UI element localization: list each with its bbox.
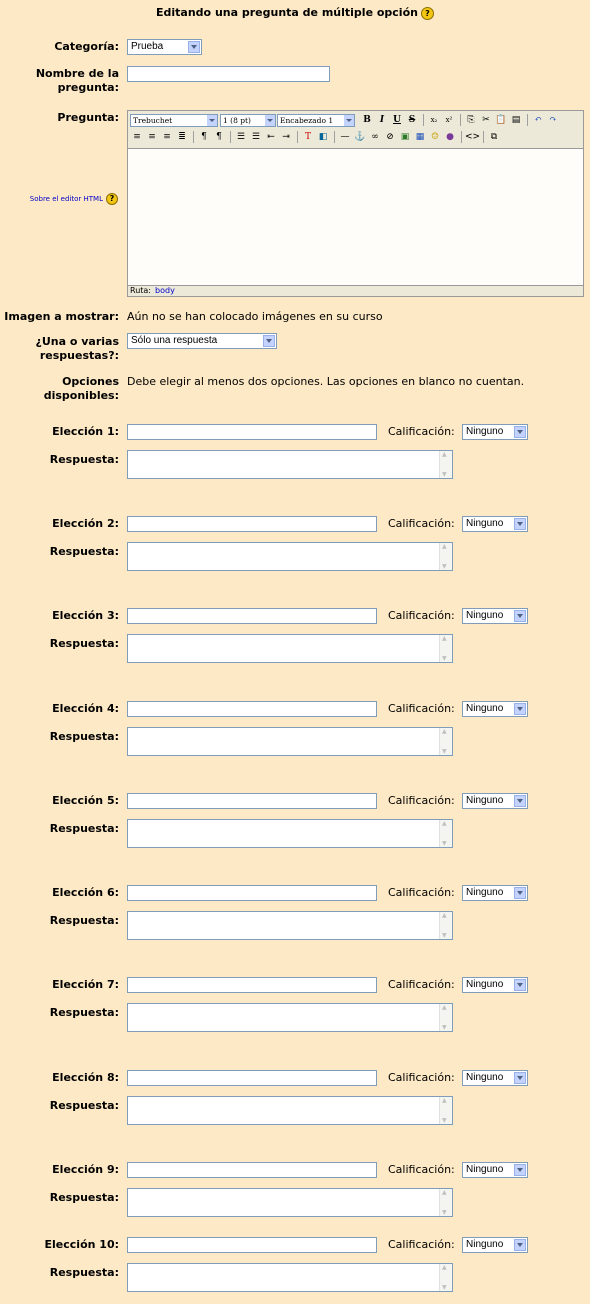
- smiley-icon[interactable]: ☺: [430, 132, 440, 142]
- paste-word-icon[interactable]: ▤: [511, 115, 521, 125]
- indent-icon[interactable]: ⇥: [282, 132, 290, 142]
- response-textarea[interactable]: [127, 1003, 453, 1032]
- grade-label: Calificación:: [388, 1071, 455, 1084]
- chevron-down-icon: [514, 426, 526, 438]
- response-label: Respuesta:: [49, 1191, 119, 1204]
- chevron-down-icon: [263, 335, 275, 347]
- response-label: Respuesta:: [49, 1266, 119, 1279]
- special-char-icon[interactable]: ●: [446, 132, 454, 142]
- options-text: Debe elegir al menos dos opciones. Las opciones en blanco no cuentan.: [127, 375, 525, 388]
- bold-icon[interactable]: B: [363, 115, 371, 125]
- options-label: Opciones disponibles:: [43, 375, 119, 402]
- image-icon[interactable]: ▣: [400, 132, 410, 142]
- image-value: Aún no se han colocado imágenes en su curso: [127, 310, 383, 323]
- response-label: Respuesta:: [49, 545, 119, 558]
- question-name-label: Nombre de la pregunta:: [35, 67, 119, 94]
- html-source-icon[interactable]: <>: [465, 132, 481, 142]
- choice-label: Elección 1:: [52, 425, 119, 438]
- text-color-icon[interactable]: T: [304, 132, 311, 142]
- align-right-icon[interactable]: ≡: [163, 132, 171, 142]
- undo-icon[interactable]: ↶: [534, 115, 542, 125]
- table-icon[interactable]: ▦: [415, 132, 425, 142]
- grade-select[interactable]: Ninguno: [462, 608, 528, 624]
- horizontal-rule-icon[interactable]: —: [340, 132, 350, 142]
- response-label: Respuesta:: [49, 637, 119, 650]
- response-textarea[interactable]: [127, 634, 453, 663]
- grade-select[interactable]: Ninguno: [462, 516, 528, 532]
- choice-label: Elección 4:: [52, 702, 119, 715]
- paste-icon[interactable]: 📋: [495, 115, 507, 125]
- align-left-icon[interactable]: ≡: [133, 132, 141, 142]
- response-textarea[interactable]: [127, 542, 453, 571]
- single-label: ¿Una o varias respuestas?:: [35, 335, 119, 362]
- scrollbar[interactable]: [439, 1189, 452, 1216]
- grade-select[interactable]: Ninguno: [462, 793, 528, 809]
- grade-label: Calificación:: [388, 425, 455, 438]
- grade-select[interactable]: Ninguno: [462, 977, 528, 993]
- choice-label: Elección 5:: [52, 794, 119, 807]
- response-textarea[interactable]: [127, 1188, 453, 1217]
- font-select[interactable]: Trebuchet: [130, 114, 218, 127]
- ltr-icon[interactable]: ¶: [201, 132, 207, 142]
- unordered-list-icon[interactable]: ☰: [251, 132, 261, 142]
- unlink-icon[interactable]: ⊘: [386, 132, 394, 142]
- choice-input[interactable]: [127, 516, 377, 532]
- chevron-down-icon: [514, 610, 526, 622]
- anchor-icon[interactable]: ⚓: [354, 132, 366, 142]
- grade-label: Calificación:: [388, 794, 455, 807]
- background-color-icon[interactable]: ◧: [318, 132, 328, 142]
- chevron-down-icon: [188, 41, 200, 53]
- scrollbar[interactable]: [439, 451, 452, 478]
- chevron-down-icon: [514, 1072, 526, 1084]
- subscript-icon[interactable]: x₂: [430, 116, 438, 124]
- choice-input[interactable]: [127, 793, 377, 809]
- ordered-list-icon[interactable]: ☰: [236, 132, 246, 142]
- grade-label: Calificación:: [388, 978, 455, 991]
- editor-text-area[interactable]: [128, 148, 583, 286]
- choice-input[interactable]: [127, 1237, 377, 1253]
- editor-path: Ruta: body: [130, 286, 175, 295]
- choice-input[interactable]: [127, 608, 377, 624]
- cut-icon[interactable]: ✂: [482, 115, 490, 125]
- choice-input[interactable]: [127, 885, 377, 901]
- scrollbar[interactable]: [439, 728, 452, 755]
- heading-select[interactable]: Encabezado 1: [277, 114, 355, 127]
- choice-label: Elección 9:: [52, 1163, 119, 1176]
- chevron-down-icon: [514, 1239, 526, 1251]
- question-label: Pregunta:: [57, 111, 119, 124]
- chevron-down-icon: [514, 795, 526, 807]
- about-html-editor[interactable]: Sobre el editor HTML ?: [30, 193, 118, 205]
- response-label: Respuesta:: [49, 453, 119, 466]
- choice-input[interactable]: [127, 1070, 377, 1086]
- choice-input[interactable]: [127, 1162, 377, 1178]
- outdent-icon[interactable]: ⇤: [267, 132, 275, 142]
- question-name-input[interactable]: [127, 66, 330, 82]
- scrollbar[interactable]: [439, 1264, 452, 1291]
- response-textarea[interactable]: [127, 727, 453, 756]
- scrollbar[interactable]: [439, 635, 452, 662]
- page-title: Editando una pregunta de múltiple opción ?: [0, 6, 590, 20]
- choice-label: Elección 10:: [44, 1238, 119, 1251]
- size-select[interactable]: 1 (8 pt): [220, 114, 276, 127]
- help-icon[interactable]: ?: [421, 7, 434, 20]
- strikethrough-icon[interactable]: S: [408, 115, 416, 125]
- choice-label: Elección 3:: [52, 609, 119, 622]
- chevron-down-icon: [514, 703, 526, 715]
- link-icon[interactable]: ∞: [371, 132, 379, 142]
- grade-select[interactable]: Ninguno: [462, 1237, 528, 1253]
- align-center-icon[interactable]: ≡: [148, 132, 156, 142]
- response-textarea[interactable]: [127, 1263, 453, 1292]
- help-icon[interactable]: ?: [106, 193, 118, 205]
- italic-icon[interactable]: I: [379, 115, 385, 125]
- grade-label: Calificación:: [388, 609, 455, 622]
- copy-icon[interactable]: ⎘: [467, 115, 475, 125]
- choice-label: Elección 8:: [52, 1071, 119, 1084]
- scrollbar[interactable]: [439, 1004, 452, 1031]
- choice-label: Elección 2:: [52, 517, 119, 530]
- response-label: Respuesta:: [49, 822, 119, 835]
- choice-label: Elección 6:: [52, 886, 119, 899]
- scrollbar[interactable]: [439, 1097, 452, 1124]
- chevron-down-icon: [514, 518, 526, 530]
- response-label: Respuesta:: [49, 730, 119, 743]
- scrollbar[interactable]: [439, 543, 452, 570]
- choice-input[interactable]: [127, 977, 377, 993]
- scrollbar[interactable]: [439, 912, 452, 939]
- grade-label: Calificación:: [388, 702, 455, 715]
- redo-icon[interactable]: ↷: [549, 115, 557, 125]
- response-textarea[interactable]: [127, 1096, 453, 1125]
- image-label: Imagen a mostrar:: [4, 310, 119, 323]
- grade-label: Calificación:: [388, 886, 455, 899]
- choice-input[interactable]: [127, 701, 377, 717]
- grade-select[interactable]: Ninguno: [462, 424, 528, 440]
- category-select[interactable]: Prueba: [127, 39, 202, 55]
- grade-label: Calificación:: [388, 517, 455, 530]
- grade-label: Calificación:: [388, 1238, 455, 1251]
- single-select[interactable]: Sólo una respuesta: [127, 333, 277, 349]
- response-label: Respuesta:: [49, 914, 119, 927]
- path-body-link[interactable]: body: [155, 286, 175, 295]
- grade-label: Calificación:: [388, 1163, 455, 1176]
- fullscreen-icon[interactable]: ⧉: [490, 132, 498, 142]
- underline-icon[interactable]: U: [393, 115, 401, 125]
- grade-select[interactable]: Ninguno: [462, 1162, 528, 1178]
- choice-input[interactable]: [127, 424, 377, 440]
- grade-select[interactable]: Ninguno: [462, 1070, 528, 1086]
- justify-icon[interactable]: ≣: [178, 132, 186, 142]
- response-textarea[interactable]: [127, 819, 453, 848]
- grade-select[interactable]: Ninguno: [462, 701, 528, 717]
- chevron-down-icon: [514, 979, 526, 991]
- response-label: Respuesta:: [49, 1099, 119, 1112]
- response-textarea[interactable]: [127, 911, 453, 940]
- category-label: Categoría:: [54, 40, 119, 53]
- scrollbar[interactable]: [439, 820, 452, 847]
- superscript-icon[interactable]: x²: [445, 116, 453, 124]
- response-textarea[interactable]: [127, 450, 453, 479]
- html-editor: [127, 110, 584, 297]
- rtl-icon[interactable]: ¶: [216, 132, 222, 142]
- response-label: Respuesta:: [49, 1006, 119, 1019]
- choice-label: Elección 7:: [52, 978, 119, 991]
- chevron-down-icon: [514, 1164, 526, 1176]
- grade-select[interactable]: Ninguno: [462, 885, 528, 901]
- chevron-down-icon: [514, 887, 526, 899]
